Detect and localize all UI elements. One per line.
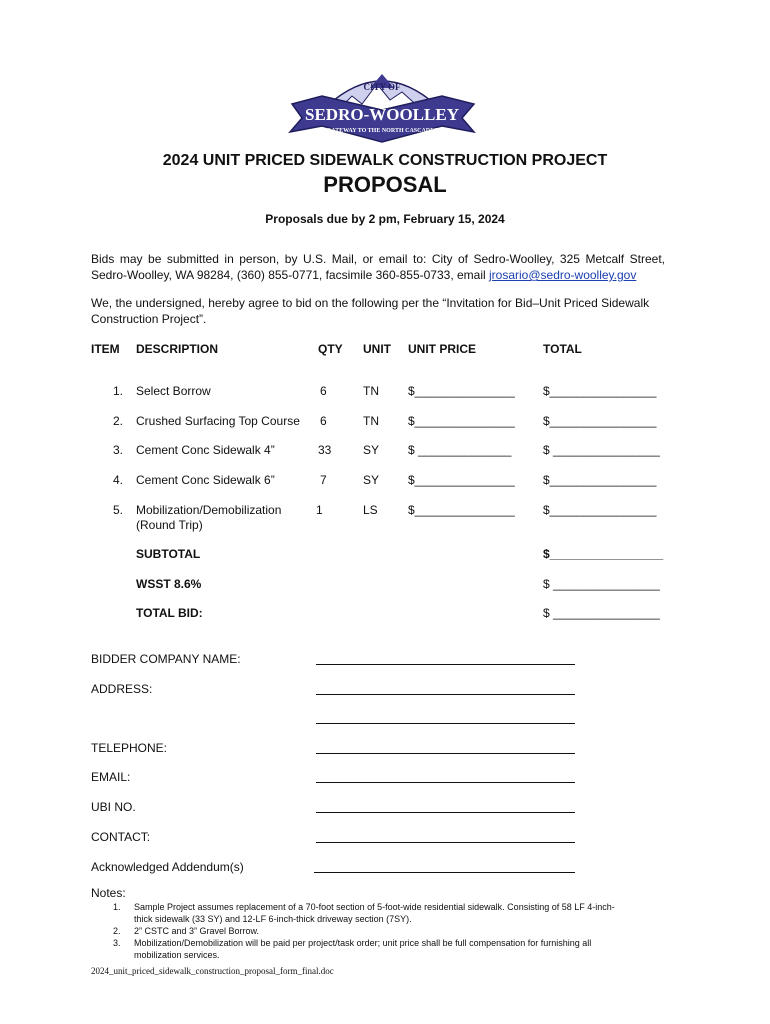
addendum-field[interactable]: [314, 872, 575, 873]
note-text: thick sidewalk (33 SY) and 12-LF 6-inch-thick driveway section (7SY).: [134, 914, 412, 924]
row-unit: SY: [363, 443, 380, 457]
total-field[interactable]: $ ________________: [543, 443, 660, 457]
note-item: [91, 925, 691, 937]
address-field[interactable]: [316, 694, 575, 695]
address-field-line2[interactable]: [316, 723, 575, 724]
notes-list: [91, 901, 691, 961]
row-number: 4.: [113, 473, 124, 487]
note-text: Mobilization/Demobilization will be paid per project/task order; unit price shall be full compensation for furnishing all: [134, 938, 592, 948]
logo-line2: SEDRO-WOOLLEY: [305, 105, 459, 124]
total-bid-label: TOTAL BID:: [136, 606, 203, 620]
ubi-label: UBI NO.: [91, 800, 136, 814]
logo-line1: CITY OF: [363, 82, 401, 92]
note-number: 2.: [113, 926, 121, 936]
unit-price-field[interactable]: $_______________: [408, 503, 515, 517]
city-logo: [282, 66, 482, 150]
submission-text: Bids may be submitted in person, by U.S. Mail, or email to: City of Sedro-Woolley, 325 Metcalf Street, Sedro-Woolley, WA 98284, (360) 855-0771, facsimile 360-855-0733, email: [91, 252, 665, 282]
logo-line3: GATEWAY TO THE NORTH CASCADES: [326, 128, 438, 134]
agreement-paragraph: We, the undersigned, hereby agree to bid on the following per the “Invitation for Bid–Unit Priced Sidewalk Construction Project”.: [91, 296, 650, 326]
unit-price-field[interactable]: $ ______________: [408, 443, 512, 457]
due-date: Proposals due by 2 pm, February 15, 2024: [265, 212, 505, 226]
total-field[interactable]: $________________: [543, 473, 657, 487]
row-description: Cement Conc Sidewalk 4”: [136, 443, 275, 457]
unit-price-field[interactable]: $_______________: [408, 414, 515, 428]
row-qty: 6: [320, 384, 327, 398]
header-item: ITEM: [91, 342, 120, 356]
document-title: PROPOSAL: [323, 172, 447, 197]
subtotal-label: SUBTOTAL: [136, 547, 201, 561]
telephone-field[interactable]: [316, 753, 575, 754]
row-unit: SY: [363, 473, 380, 487]
row-qty: 6: [320, 414, 327, 428]
wsst-label: WSST 8.6%: [136, 577, 202, 591]
row-number: 3.: [113, 443, 124, 457]
row-unit: TN: [363, 384, 379, 398]
row-number: 2.: [113, 414, 124, 428]
email-field[interactable]: [316, 782, 575, 783]
contact-email-link[interactable]: jrosario@sedro-woolley.gov: [489, 268, 637, 282]
header-total: TOTAL: [543, 342, 582, 356]
row-qty: 33: [318, 443, 332, 457]
bidder-company-field[interactable]: [316, 664, 575, 665]
project-title: 2024 UNIT PRICED SIDEWALK CONSTRUCTION PROJECT: [162, 152, 608, 169]
note-number: 1.: [113, 902, 121, 912]
bidder-company-label: BIDDER COMPANY NAME:: [91, 652, 241, 666]
note-number: 3.: [113, 938, 121, 948]
telephone-label: TELEPHONE:: [91, 741, 168, 755]
row-description: Mobilization/Demobilization: [136, 503, 282, 517]
contact-field[interactable]: [316, 842, 575, 843]
wsst-field[interactable]: $ ________________: [543, 577, 660, 591]
row-qty: 7: [320, 473, 327, 487]
row-description-line2: (Round Trip): [136, 518, 203, 532]
row-description: Select Borrow: [136, 384, 211, 398]
address-label: ADDRESS:: [91, 682, 153, 696]
note-text: Sample Project assumes replacement of a 70-foot section of 5-foot-wide residential sidewalk. Consisting of 58 LF 4-inch-: [134, 902, 615, 912]
note-text: 2” CSTC and 3” Gravel Borrow.: [134, 926, 260, 936]
email-label: EMAIL:: [91, 770, 131, 784]
total-field[interactable]: $________________: [543, 384, 657, 398]
row-number: 1.: [113, 384, 124, 398]
note-text: mobilization services.: [134, 950, 220, 960]
note-item: [91, 901, 691, 925]
row-unit: TN: [363, 414, 379, 428]
footer-filename: 2024_unit_priced_sidewalk_construction_proposal_form_final.doc: [91, 966, 334, 976]
row-description: Cement Conc Sidewalk 6”: [136, 473, 275, 487]
total-bid-field[interactable]: $ ________________: [543, 606, 660, 620]
row-unit: LS: [363, 503, 378, 517]
header-description: DESCRIPTION: [136, 342, 219, 356]
ubi-field[interactable]: [316, 812, 575, 813]
note-item: [91, 937, 691, 961]
unit-price-field[interactable]: $_______________: [408, 473, 515, 487]
row-description: Crushed Surfacing Top Course: [136, 414, 300, 428]
notes-title: Notes:: [91, 886, 126, 900]
row-qty: 1: [316, 503, 323, 517]
contact-label: CONTACT:: [91, 830, 151, 844]
unit-price-field[interactable]: $_______________: [408, 384, 515, 398]
header-unit-price: UNIT PRICE: [408, 342, 477, 356]
total-field[interactable]: $________________: [543, 414, 657, 428]
subtotal-field[interactable]: $_________________: [543, 547, 664, 561]
total-field[interactable]: $________________: [543, 503, 657, 517]
submission-paragraph: [91, 251, 665, 283]
row-number: 5.: [113, 503, 124, 517]
header-qty: QTY: [318, 342, 343, 356]
header-unit: UNIT: [363, 342, 391, 356]
addendum-label: Acknowledged Addendum(s): [91, 860, 244, 874]
